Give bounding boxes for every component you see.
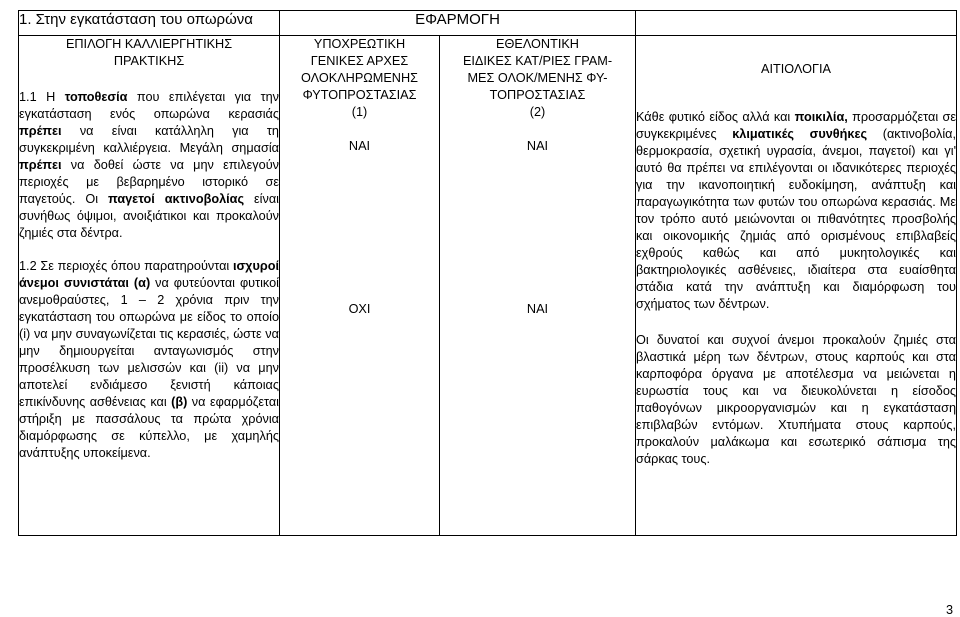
- reason-header: ΑΙΤΙΟΛΟΓΙΑ: [761, 62, 831, 76]
- voluntary-value-2: ΝΑΙ: [526, 302, 549, 316]
- title-row: [19, 11, 957, 36]
- mandatory-header: ΥΠΟΧΡΕΩΤΙΚΗ ΓΕΝΙΚΕΣ ΑΡΧΕΣ ΟΛΟΚΛΗΡΩΜΕΝΗΣ ΦΥΤΟΠΡΟΣΤΑΣΙΑΣ (1): [301, 37, 418, 119]
- title-row-empty-cell: [636, 11, 957, 36]
- practice-item-2: 1.2 Σε περιοχές όπου παρατηρούνται ισχυροί άνεμοι συνιστάται (α) να φυτεύονται φυτικοί ανεμοθραύστες, 1 – 2 χρόνια πριν την εγκατάσταση του οπωρώνα με είδος το οποίο (i) να μην συναγωνίζεται τις κερασιές, ώστε να μην δημιουργείται ανταγωνισμός στην προσέλκυση των μελισσών και (ii) να μην αποτελεί ενδιάμεσο ξενιστή κάποιας επικίνδυνης ασθένειας και (β) να εφαρμόζεται στήριξη με πασσάλους τα πρώτα χρόνια διαμόρφωσης σε κύπελλο, με χαμηλής ανάπτυξης υποκείμενα.: [19, 259, 279, 460]
- mandatory-value-1: ΝΑΙ: [348, 139, 371, 153]
- reason-paragraph-1: Κάθε φυτικό είδος αλλά και ποικιλία, προσαρμόζεται σε συγκεκριμένες κλιματικές συνθήκες (ακτινοβολία, θερμοκρασία, σχετική υγρασία, άνεμοι, παγετοί) και γι' αυτό θα πρέπει να επιλέγονται οι ιδανικότερες περιοχές για την ικανοποιητική ευδοκίμηση, ανάπτυξη και παραγωγικότητα των φυτών του οπωρώνα κερασιάς. Με τον τρόπο αυτό μειώνονται οι πιθανότητες προσβολής και οικονομικής ζημιάς από ορισμένους επιβλαβείς εχθρούς καθώς και από μυκητολογικές και βακτηριολογικές ασθένειες, ιδιαίτερα στα ευαίσθητα στάδια κατά την ανάπτυξη και διαμόρφωση του σχήματος των δέντρων.: [636, 110, 957, 311]
- practice-header-line2: ΠΡΑΚΤΙΚΗΣ: [113, 54, 185, 68]
- application-title: ΕΦΑΡΜΟΓΗ: [280, 11, 636, 36]
- document-table: [18, 10, 957, 536]
- mandatory-value-2: ΟΧΙ: [348, 302, 371, 316]
- page-number: 3: [946, 603, 954, 617]
- voluntary-header: ΕΘΕΛΟΝΤΙΚΗ ΕΙΔΙΚΕΣ ΚΑΤ/ΡΙΕΣ ΓΡΑΜ- ΜΕΣ ΟΛΟΚ/ΜΕΝΗΣ ΦΥ- ΤΟΠΡΟΣΤΑΣΙΑΣ (2): [462, 37, 613, 119]
- reason-paragraph-2: Οι δυνατοί και συχνοί άνεμοι προκαλούν ζημιές στα βλαστικά μέρη των δέντρων, στους καρπούς και στα καρποφόρα όργανα με αποτέλεσμα να μειώνεται η ευρωστία τους και να διευκολύνεται η είσοδος παθογόνων μικροοργανισμών και η εγκατάσταση επιβλαβών εντόμων. Χτυπήματα στους καρπούς, προκαλούν μαλάκωμα και εσωτερικό σάπισμα της σάρκας τους.: [636, 333, 956, 466]
- voluntary-column: [440, 36, 636, 536]
- practice-column: [19, 36, 280, 536]
- mandatory-column: [280, 36, 440, 536]
- voluntary-value-1: ΝΑΙ: [526, 139, 549, 153]
- section-title: 1. Στην εγκατάσταση του οπωρώνα: [19, 11, 280, 36]
- practice-header: [19, 36, 279, 70]
- practice-item-1: 1.1 Η τοποθεσία που επιλέγεται για την εγκατάσταση ενός οπωρώνα κερασιάς πρέπει να είναι κατάλληλη για τη συγκεκριμένη καλλιέργεια. Μεγάλη σημασία πρέπει να δοθεί ώστε να μην επιλεγούν περιοχές με βεβαρημένο ιστορικό σε παγετούς. Οι παγετοί ακτινοβολίας είναι συνήθως όψιμοι, ανοιξιάτικοι και προκαλούν ζημιές στα δέντρα.: [19, 90, 279, 240]
- content-row: [19, 36, 957, 536]
- reason-column: [636, 36, 957, 536]
- practice-header-line1: ΕΠΙΛΟΓΗ ΚΑΛΛΙΕΡΓΗΤΙΚΗΣ: [65, 37, 233, 51]
